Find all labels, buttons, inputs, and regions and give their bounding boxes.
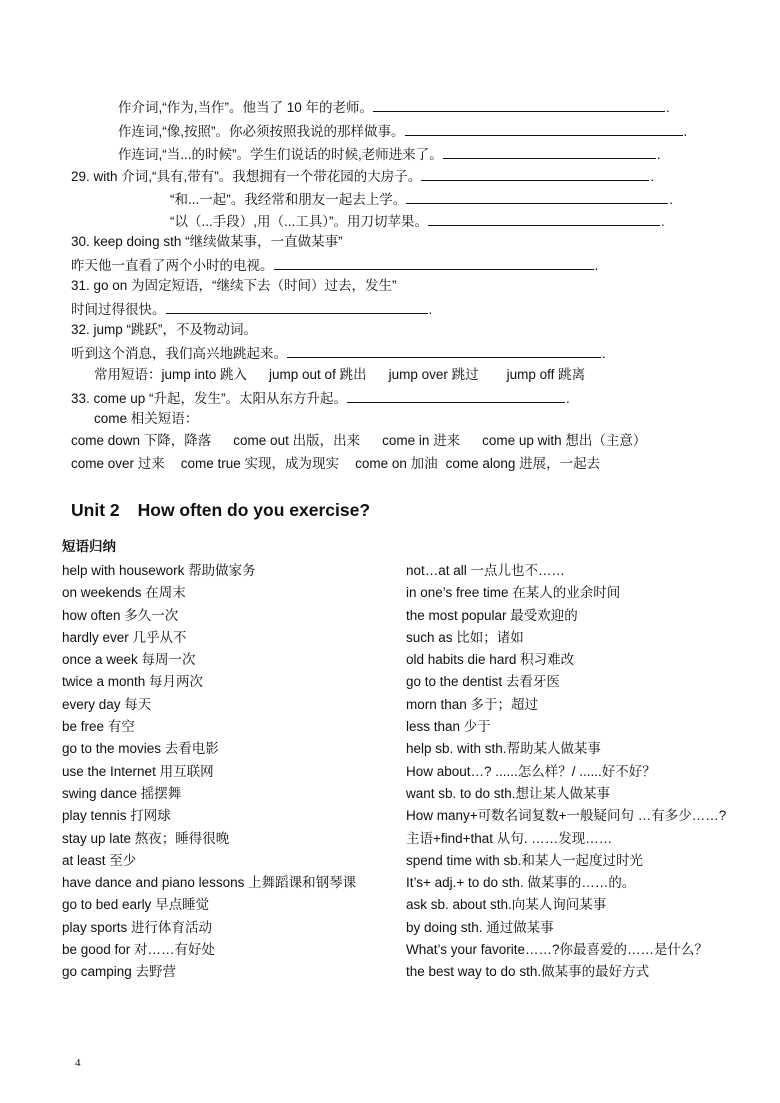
exercise-line: 29. with 介词,“具有,带有”。我想拥有一个带花园的大房子。 . bbox=[71, 166, 654, 186]
phrase-item: stay up late 熬夜；睡得很晚 bbox=[62, 830, 230, 846]
phrase-item: by doing sth. 通过做某事 bbox=[406, 919, 554, 935]
section-heading: 31. go on 为固定短语，“继续下去（时间）过去，发生” bbox=[71, 278, 397, 293]
come-phrases-row: come over 过来 come true 实现，成为现实 come on 加油 come along 进展，一起去 bbox=[71, 456, 601, 471]
exercise-line: 作介词,“作为,当作”。他当了 10 年的老师。 . bbox=[118, 97, 670, 117]
phrase-item: the most popular 最受欢迎的 bbox=[406, 607, 578, 623]
phrase-item: It’s+ adj.+ to do sth. 做某事的……的。 bbox=[406, 875, 636, 891]
answer-blank[interactable] bbox=[287, 343, 601, 358]
phrase-list-left bbox=[62, 560, 356, 984]
phrase-item: the best way to do sth.做某事的最好方式 bbox=[406, 964, 650, 980]
phrase-item: once a week 每周一次 bbox=[62, 652, 196, 668]
phrase-item: not…at all 一点儿也不…… bbox=[406, 563, 566, 578]
phrase-item: spend time with sb.和某人一起度过时光 bbox=[406, 852, 644, 868]
phrase-item: use the Internet 用互联网 bbox=[62, 763, 214, 779]
answer-blank[interactable] bbox=[166, 299, 428, 314]
section-heading: 32. jump “跳跃”，不及物动词。 bbox=[71, 322, 258, 337]
phrase-item: 主语+find+that 从句. ……发现…… bbox=[406, 830, 613, 846]
phrase-item: be free 有空 bbox=[62, 719, 135, 735]
phrase-item: ask sb. about sth.向某人询问某事 bbox=[406, 897, 607, 913]
summary-title: 短语归纳 bbox=[62, 539, 116, 554]
answer-blank[interactable] bbox=[406, 189, 668, 204]
exercise-line: “和...一起”。我经常和朋友一起去上学。 . bbox=[170, 189, 673, 209]
phrase-item: want sb. to do sth.想让某人做某事 bbox=[406, 785, 611, 801]
exercise-line: 作连词,“当...的时候”。学生们说话的时候,老师进来了。 . bbox=[118, 144, 661, 164]
phrase-item: twice a month 每月两次 bbox=[62, 674, 204, 690]
exercise-line: 昨天他一直看了两个小时的电视。 . bbox=[71, 255, 598, 275]
phrase-item: on weekends 在周末 bbox=[62, 585, 186, 601]
phrase-item: be good for 对……有好处 bbox=[62, 942, 216, 958]
phrase-item: go camping 去野营 bbox=[62, 964, 177, 980]
phrase-list-right bbox=[406, 560, 726, 984]
page-number: 4 bbox=[75, 1057, 81, 1069]
unit-heading: Unit 2 How often do you exercise? bbox=[71, 500, 371, 520]
jump-phrases: 常用短语：jump into 跳入 jump out of 跳出 jump over 跳过 jump off 跳离 bbox=[94, 367, 586, 382]
phrase-item: have dance and piano lessons 上舞蹈课和钢琴课 bbox=[62, 875, 357, 891]
answer-blank[interactable] bbox=[405, 121, 683, 136]
phrase-item: go to the movies 去看电影 bbox=[62, 741, 219, 757]
answer-blank[interactable] bbox=[347, 388, 565, 403]
phrase-item: swing dance 摇摆舞 bbox=[62, 785, 182, 801]
phrase-item: hardly ever 几乎从不 bbox=[62, 629, 187, 645]
phrase-item: go to the dentist 去看牙医 bbox=[406, 674, 560, 690]
come-related-title: come 相关短语： bbox=[94, 411, 199, 426]
come-phrases-row: come down 下降，降落 come out 出版，出来 come in 进来 come up with 想出（主意） bbox=[71, 433, 647, 448]
exercise-line: 33. come up “升起，发生”。太阳从东方升起。 . bbox=[71, 388, 570, 408]
exercise-line: “以（...手段）,用（...工具）”。用刀切苹果。 . bbox=[170, 211, 665, 231]
phrase-item: at least 至少 bbox=[62, 852, 137, 868]
phrase-item: in one’s free time 在某人的业余时间 bbox=[406, 585, 621, 601]
phrase-item: go to bed early 早点睡觉 bbox=[62, 897, 210, 913]
phrase-item: How about…? ......怎么样？/ ......好不好？ bbox=[406, 763, 656, 779]
exercise-line: 作连词,“像,按照”。你必须按照我说的那样做事。 . bbox=[118, 121, 687, 141]
phrase-item: play tennis 打网球 bbox=[62, 808, 171, 824]
phrase-item: How many+可数名词复数+一般疑问句 …有多少……? bbox=[406, 808, 727, 824]
phrase-item: help with housework 帮助做家务 bbox=[62, 563, 256, 578]
section-heading: 30. keep doing sth “继续做某事，一直做某事” bbox=[71, 234, 343, 249]
phrase-item: every day 每天 bbox=[62, 696, 152, 712]
answer-blank[interactable] bbox=[443, 144, 656, 159]
phrase-item: What’s your favorite……?你最喜爱的……是什么？ bbox=[406, 942, 709, 958]
answer-blank[interactable] bbox=[274, 255, 594, 270]
phrase-item: play sports 进行体育活动 bbox=[62, 919, 213, 935]
phrase-item: how often 多久一次 bbox=[62, 607, 179, 623]
phrase-item: such as 比如；诸如 bbox=[406, 629, 524, 645]
phrase-item: morn than 多于；超过 bbox=[406, 696, 539, 712]
answer-blank[interactable] bbox=[428, 211, 660, 226]
answer-blank[interactable] bbox=[373, 97, 665, 112]
phrase-item: help sb. with sth.帮助某人做某事 bbox=[406, 741, 602, 757]
exercise-line: 时间过得很快。 . bbox=[71, 299, 432, 319]
answer-blank[interactable] bbox=[421, 166, 649, 181]
phrase-item: old habits die hard 积习难改 bbox=[406, 652, 575, 668]
exercise-line: 听到这个消息，我们高兴地跳起来。 . bbox=[71, 343, 606, 363]
phrase-item: less than 少于 bbox=[406, 719, 491, 735]
